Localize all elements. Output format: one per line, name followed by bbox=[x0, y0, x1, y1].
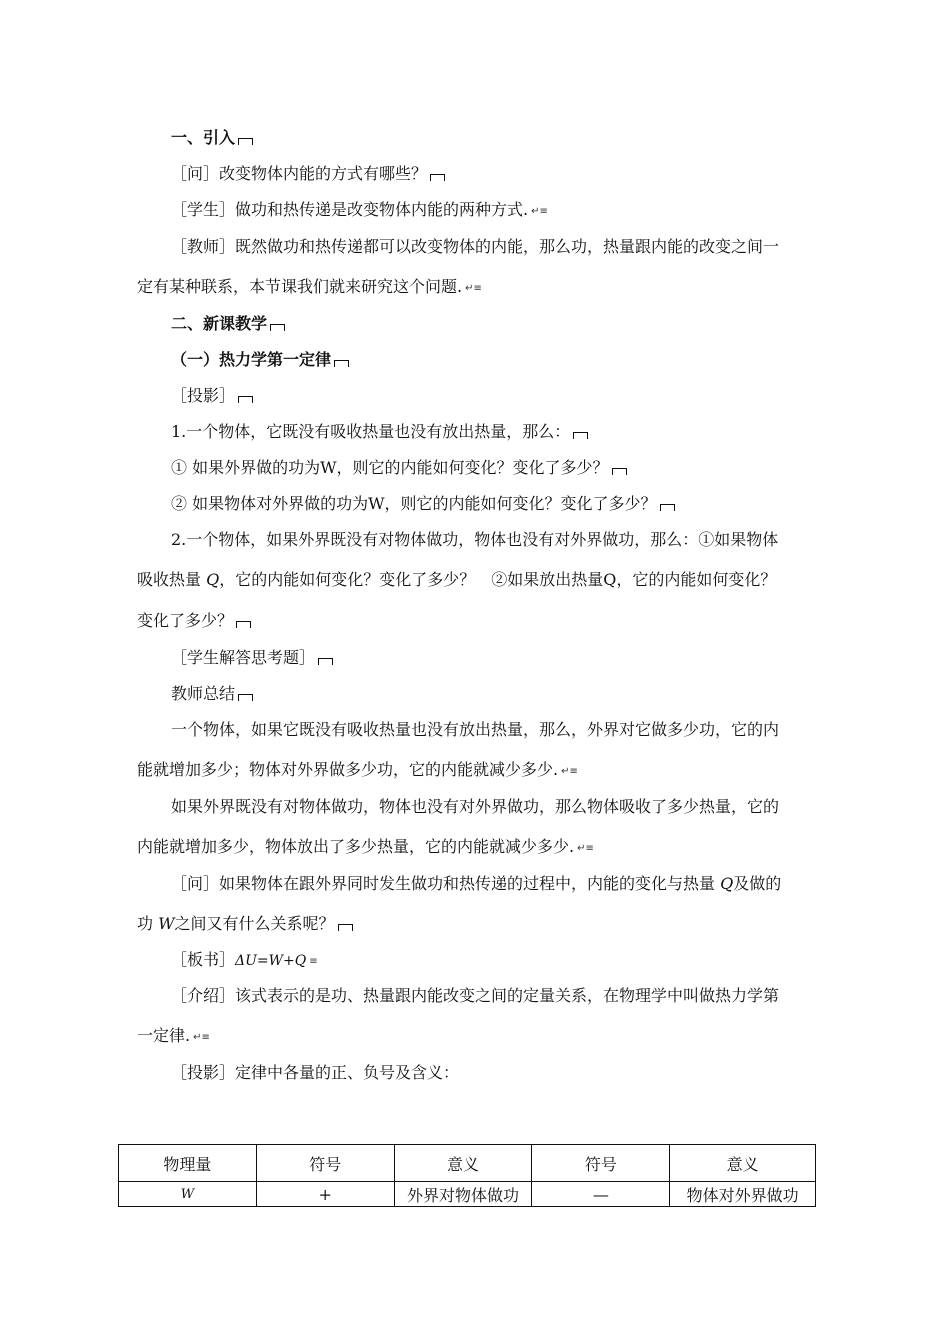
return-mark-icon: ↵≡ bbox=[577, 843, 594, 854]
projection-label: ［投影］ bbox=[171, 386, 253, 406]
question-item-2-line-3: 变化了多少？ bbox=[137, 611, 251, 631]
paragraph-mark-icon bbox=[573, 432, 588, 439]
table-header-cell: 意义 bbox=[394, 1145, 532, 1182]
paragraph-mark-icon bbox=[238, 138, 253, 145]
summary-1-line-1: 一个物体，如果它既没有吸收热量也没有放出热量，那么，外界对它做多少功，它的内 bbox=[171, 720, 780, 739]
blackboard-formula-line: ［板书］ΔU=W+Q ≡ bbox=[171, 950, 318, 972]
subsection-heading-first-law: （一）热力学第一定律 bbox=[171, 350, 349, 370]
summary-2-line-2: 内能就增加多少，物体放出了多少热量，它的内能就减少多少. ↵≡ bbox=[137, 837, 594, 859]
return-mark-icon: ≡ bbox=[309, 956, 318, 967]
table-cell: 物体对外界做功 bbox=[670, 1182, 816, 1207]
paragraph-mark-icon bbox=[660, 504, 675, 511]
student-line: ［学生］做功和热传递是改变物体内能的两种方式. ↵≡ bbox=[171, 200, 548, 222]
paragraph-mark-icon bbox=[238, 396, 253, 403]
section-heading-intro: 一、引入 bbox=[171, 128, 253, 148]
table-header-cell: 符号 bbox=[256, 1145, 394, 1182]
intro-line-1: ［介绍］该式表示的是功、热量跟内能改变之间的定量关系，在物理学中叫做热力学第 bbox=[171, 986, 780, 1005]
paragraph-mark-icon bbox=[238, 694, 253, 701]
paragraph-mark-icon bbox=[270, 324, 285, 331]
table-row bbox=[119, 1182, 816, 1207]
projection-sign-meaning-line: ［投影］定律中各量的正、负号及含义： bbox=[171, 1063, 460, 1082]
question-item-2-line-2: 吸收热量 Q，它的内能如何变化？变化了多少？ ②如果放出热量Q，它的内能如何变化？ bbox=[137, 570, 777, 589]
table-cell: — bbox=[532, 1182, 670, 1207]
return-mark-icon: ↵≡ bbox=[561, 766, 578, 777]
table-header-cell: 符号 bbox=[532, 1145, 670, 1182]
summary-2-line-1: 如果外界既没有对物体做功，物体也没有对外界做功，那么物体吸收了多少热量，它的 bbox=[171, 797, 780, 816]
sign-meaning-table bbox=[118, 1144, 816, 1207]
paragraph-mark-icon bbox=[318, 658, 333, 665]
intro-line-2: 一定律. ↵≡ bbox=[137, 1026, 210, 1048]
paragraph-mark-icon bbox=[236, 621, 251, 628]
table-header-cell: 物理量 bbox=[119, 1145, 257, 1182]
teacher-summary-label: 教师总结 bbox=[171, 684, 253, 704]
question-item-1: 1.一个物体，它既没有吸收热量也没有放出热量，那么： bbox=[171, 422, 588, 442]
table-cell: 外界对物体做功 bbox=[394, 1182, 532, 1207]
section-heading-new-lesson: 二、新课教学 bbox=[171, 314, 285, 334]
return-mark-icon: ↵≡ bbox=[531, 206, 548, 217]
student-answer-label: ［学生解答思考题］ bbox=[171, 648, 333, 668]
summary-1-line-2: 能就增加多少；物体对外界做多少功，它的内能就减少多少. ↵≡ bbox=[137, 760, 578, 782]
question-line: ［问］改变物体内能的方式有哪些？ bbox=[171, 164, 445, 184]
table-cell: + bbox=[256, 1182, 394, 1207]
question-item-1a: ① 如果外界做的功为W，则它的内能如何变化？变化了多少？ bbox=[171, 458, 627, 478]
return-mark-icon: ↵≡ bbox=[193, 1032, 210, 1043]
return-mark-icon: ↵≡ bbox=[465, 283, 482, 294]
question-2-line-1: ［问］如果物体在跟外界同时发生做功和热传递的过程中，内能的变化与热量 Q及做的 bbox=[171, 874, 782, 893]
paragraph-mark-icon bbox=[334, 360, 349, 367]
question-item-1b: ② 如果物体对外界做的功为W，则它的内能如何变化？变化了多少？ bbox=[171, 494, 675, 514]
question-2-line-2: 功 W之间又有什么关系呢？ bbox=[137, 914, 353, 934]
paragraph-mark-icon bbox=[338, 924, 353, 931]
paragraph-mark-icon bbox=[430, 174, 445, 181]
first-law-formula: ΔU=W+Q bbox=[235, 953, 307, 969]
teacher-line-2: 定有某种联系，本节课我们就来研究这个问题. ↵≡ bbox=[137, 277, 482, 299]
teacher-line-1: ［教师］既然做功和热传递都可以改变物体的内能，那么功，热量跟内能的改变之间一 bbox=[171, 237, 780, 256]
table-header-row bbox=[119, 1145, 816, 1182]
table-header-cell: 意义 bbox=[670, 1145, 816, 1182]
paragraph-mark-icon bbox=[612, 468, 627, 475]
table-cell: W bbox=[119, 1182, 257, 1207]
question-item-2-line-1: 2.一个物体，如果外界既没有对物体做功，物体也没有对外界做功，那么：①如果物体 bbox=[171, 530, 779, 549]
